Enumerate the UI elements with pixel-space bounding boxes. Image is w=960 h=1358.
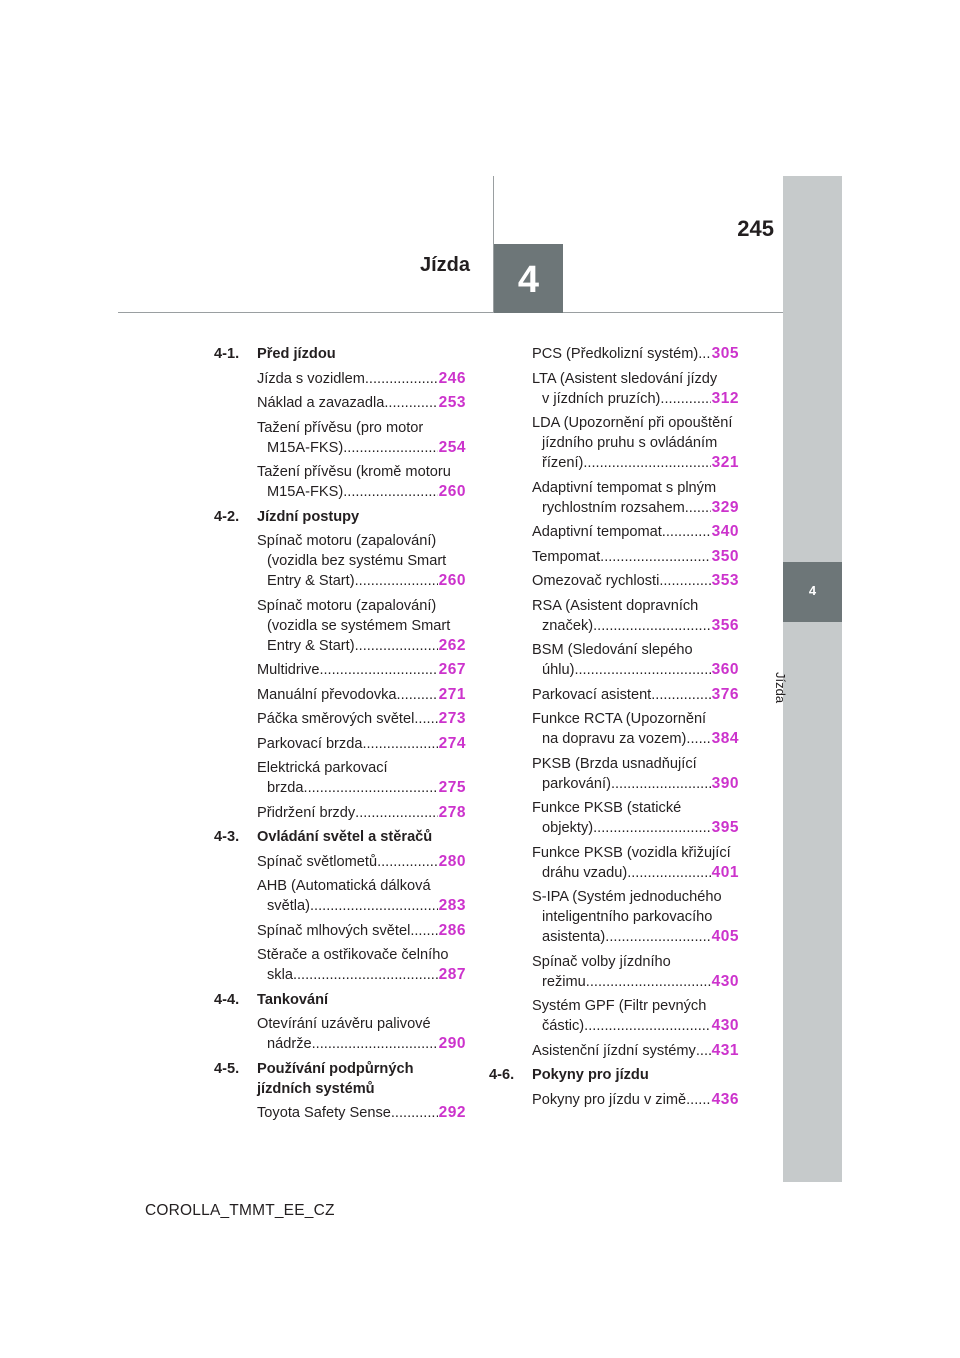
toc-page-link[interactable]: 287 [438,966,466,983]
chapter-title: Jízda [419,254,470,276]
toc-leader-dots [627,863,710,883]
toc-page-link[interactable]: 260 [438,483,466,500]
toc-leader-dots [660,389,710,409]
toc-page-link[interactable]: 262 [438,636,466,654]
toc-section-heading [214,827,466,847]
side-tab-label-wrap [773,632,804,704]
toc-entry[interactable] [532,709,739,749]
toc-entry-text: objekty) [542,820,594,836]
toc-leader-dots [391,1103,438,1123]
toc-entry[interactable] [257,921,466,941]
toc-entry-text: PKSB (Brzda usnadňující [532,755,697,772]
toc-entry[interactable] [257,709,466,729]
toc-entry-text: jízdního pruhu s ovládáním [542,435,718,451]
toc-entry-text: (vozidla se systémem Smart [267,617,451,634]
chapter-number-box: 4 [494,244,563,313]
toc-leader-dots [659,571,710,591]
toc-entry-text: částic) [542,1018,585,1034]
toc-page-link[interactable]: 271 [438,685,466,703]
toc-entry-text: AHB (Automatická dálková [257,878,431,894]
toc-entry-text: Spínač motoru (zapalování) [257,533,437,549]
toc-page-link[interactable]: 329 [711,498,739,516]
toc-entry[interactable] [532,843,739,883]
toc-entry-text: Funkce RCTA (Upozornění [532,711,707,727]
toc-entry[interactable] [257,369,466,389]
toc-leader-dots [304,778,438,798]
toc-section-title: Před jízdou [257,346,336,362]
toc-page-link[interactable]: 275 [438,779,466,796]
toc-entry[interactable] [257,1014,466,1054]
toc-page-link[interactable]: 273 [438,710,466,727]
toc-page-link[interactable]: 384 [711,730,739,747]
toc-page-link[interactable]: 436 [711,1090,739,1108]
toc-entry-text: Systém GPF (Filtr pevných [532,998,707,1014]
toc-entry[interactable] [532,522,739,542]
toc-entry-text: brzda [267,780,304,796]
toc-leader-dots [293,965,438,985]
toc-page-link[interactable]: 360 [711,661,739,678]
toc-leader-dots [583,453,710,473]
toc-entry-text: Přidržení brzdy [257,804,356,821]
toc-entry[interactable] [257,393,466,413]
toc-entry[interactable] [257,758,466,798]
toc-entry-text: Adaptivní tempomat s plným [532,479,717,496]
toc-entry-text: Pokyny pro jízdu v zimě [532,1091,687,1108]
toc-leader-dots [698,344,710,364]
toc-entry-text: režimu [542,973,586,990]
toc-entry[interactable] [257,734,466,754]
toc-entry[interactable] [257,462,466,502]
toc-section-title: Používání podpůrných jízdních systémů [257,1060,414,1097]
toc-leader-dots [397,685,438,705]
toc-entry[interactable] [257,803,466,823]
footer-document-code: COROLLA_TMMT_EE_CZ [145,1202,335,1219]
toc-leader-dots [584,1016,710,1036]
toc-entry[interactable] [257,1103,466,1123]
toc-page-link[interactable]: 286 [438,921,466,939]
toc-leader-dots [662,522,711,542]
toc-entry[interactable] [257,531,466,591]
toc-section-number: 4-3. [214,829,240,845]
toc-entry-text: LDA (Upozornění při opouštění [532,415,733,431]
toc-entry[interactable] [532,478,739,518]
toc-page-link[interactable]: 292 [438,1104,466,1121]
toc-entry[interactable] [532,1090,739,1110]
toc-leader-dots [355,571,438,591]
toc-leader-dots [414,709,437,729]
toc-entry[interactable] [532,571,739,591]
toc-leader-dots [377,852,438,872]
toc-section-heading [489,1065,739,1085]
toc-entry-text: M15A-FKS) [267,484,344,500]
toc-entry[interactable] [257,876,466,916]
toc-entry-text: inteligentního parkovacího [542,909,713,925]
toc-page-link[interactable]: 312 [711,389,739,407]
toc-entry-text: Entry & Start) [267,637,355,654]
toc-page-link[interactable]: 267 [438,661,466,678]
toc-page-link[interactable]: 353 [711,572,739,589]
toc-leader-dots [365,369,438,389]
toc-entry-text: Asistenční jízdní systémy [532,1042,696,1059]
toc-leader-dots [696,1041,711,1061]
toc-leader-dots [343,482,437,502]
toc-entry-text: Spínač motoru (zapalování) [257,597,437,614]
toc-leader-dots [651,685,710,705]
toc-page-link[interactable]: 430 [711,972,739,990]
toc-entry-text: skla [267,967,293,983]
side-tab-number: 4 [808,583,817,598]
toc-leader-dots [384,393,437,413]
toc-page-link[interactable]: 253 [438,394,466,411]
toc-entry-text: v jízdních pruzích) [542,390,661,407]
toc-leader-dots [600,547,710,567]
toc-leader-dots [686,729,710,749]
toc-entry[interactable] [532,369,739,409]
toc-entry[interactable] [532,996,739,1036]
toc-entry[interactable] [257,945,466,985]
toc-entry[interactable] [532,798,739,838]
toc-entry[interactable] [532,1041,739,1061]
toc-entry-text: řízení) [542,455,584,471]
toc-entry-text: na dopravu za vozem) [542,731,687,747]
toc-page-link[interactable]: 430 [711,1017,739,1034]
toc-leader-dots [355,636,438,656]
toc-page-link[interactable]: 305 [711,345,739,362]
toc-page-link[interactable]: 290 [438,1035,466,1052]
toc-entry-text: nádrže [267,1036,312,1052]
toc-entry[interactable] [257,685,466,705]
toc-entry-text: Parkovací asistent [532,686,652,703]
toc-page-link[interactable]: 274 [438,734,466,752]
toc-entry-text: (vozidla bez systému Smart [267,553,447,569]
toc-entry-text: Spínač volby jízdního [532,953,671,970]
toc-entry-text: PCS (Předkolizní systém) [532,346,699,362]
toc-entry-text: M15A-FKS) [267,439,344,456]
toc-page-link[interactable]: 283 [438,897,466,914]
toc-leader-dots [586,972,711,992]
toc-section-title: Jízdní postupy [257,508,360,525]
toc-entry[interactable] [532,952,739,992]
toc-entry-text: Funkce PKSB (vozidla křižující [532,844,731,861]
toc-entry-text: parkování) [542,775,611,792]
toc-entry[interactable] [532,640,739,680]
toc-entry-text: Jízda s vozidlem [257,370,365,387]
toc-entry-text: Otevírání uzávěru palivové [257,1016,431,1032]
toc-entry-text: Stěrače a ostřikovače čelního [257,947,449,963]
toc-page-link[interactable]: 356 [711,616,739,634]
toc-section-number: 4-4. [214,991,240,1008]
toc-page-link[interactable]: 350 [711,547,739,565]
toc-section-number: 4-6. [489,1067,515,1083]
toc-page-link[interactable]: 376 [711,685,739,703]
page-number: 245 [737,216,774,241]
toc-section-title: Ovládání světel a stěračů [257,829,433,845]
toc-entry-text: asistenta) [542,929,606,945]
toc-column-left [214,344,466,1128]
toc-section-heading [214,507,466,527]
toc-page-link[interactable]: 278 [438,803,466,821]
toc-entry-text: Elektrická parkovací [257,760,388,776]
toc-leader-dots [686,1090,711,1110]
toc-section-number: 4-2. [214,508,240,525]
toc-entry-text: BSM (Sledování slepého [532,642,693,658]
toc-leader-dots [593,616,711,636]
toc-entry-text: Spínač mlhových světel [257,922,411,939]
toc-entry-text: S-IPA (Systém jednoduchého [532,889,722,905]
toc-section-title: Pokyny pro jízdu [532,1067,649,1083]
toc-page-link[interactable]: 395 [711,819,739,836]
toc-entry-text: Manuální převodovka [257,686,397,703]
toc-entry[interactable] [532,596,739,636]
toc-entry-text: Multidrive [257,662,320,678]
toc-entry[interactable] [257,596,466,656]
toc-leader-dots [611,774,711,794]
toc-leader-dots [310,896,438,916]
toc-entry[interactable] [532,344,739,364]
toc-entry-text: Náklad a zavazadla [257,395,385,411]
toc-entry-text: LTA (Asistent sledování jízdy [532,370,718,387]
toc-entry-text: Adaptivní tempomat [532,524,662,540]
toc-entry[interactable] [257,852,466,872]
toc-leader-dots [362,734,437,754]
toc-entry-text: úhlu) [542,662,575,678]
toc-leader-dots [319,660,437,680]
toc-entry-text: Spínač světlometů [257,853,378,870]
toc-entry-text: rychlostním rozsahem [542,499,685,516]
toc-entry-text: Páčka směrových světel [257,711,415,727]
toc-entry-text: světla) [267,898,310,914]
toc-leader-dots [312,1034,438,1054]
toc-section-title: Tankování [257,991,329,1008]
toc-page-link[interactable]: 280 [438,852,466,870]
toc-section-heading [214,990,466,1010]
toc-leader-dots [605,927,710,947]
toc-leader-dots [410,921,437,941]
toc-section-number: 4-5. [214,1060,240,1077]
toc-page-link[interactable]: 254 [438,438,466,456]
toc-entry-text: Parkovací brzda [257,735,363,752]
toc-page-link[interactable]: 340 [711,523,739,540]
toc-entry[interactable] [532,413,739,473]
toc-section-heading [214,344,466,364]
toc-entry-text: Tempomat [532,548,601,565]
toc-column-right [489,344,739,1114]
toc-entry[interactable] [532,887,739,947]
toc-entry-text: Toyota Safety Sense [257,1105,391,1121]
toc-entry-text: RSA (Asistent dopravních [532,597,699,614]
toc-page-link[interactable]: 431 [711,1041,739,1059]
toc-entry-text: Omezovač rychlosti [532,573,660,589]
toc-entry-text: Tažení přívěsu (kromě motoru [257,464,451,480]
toc-entry[interactable] [532,547,739,567]
toc-page-link[interactable]: 321 [711,454,739,471]
toc-entry[interactable] [532,754,739,794]
toc-page-link[interactable]: 401 [711,863,739,881]
toc-page-link[interactable]: 246 [438,369,466,387]
toc-entry-text: Funkce PKSB (statické [532,800,682,816]
toc-entry[interactable] [257,418,466,458]
toc-entry[interactable] [532,685,739,705]
toc-section-number: 4-1. [214,346,240,362]
side-tab-label: Jízda [773,672,788,704]
toc-leader-dots [343,438,437,458]
toc-entry-text: značek) [542,617,594,634]
toc-entry-text: dráhu vzadu) [542,864,628,881]
toc-entry[interactable] [257,660,466,680]
toc-section-heading [214,1059,466,1099]
toc-entry-text: Tažení přívěsu (pro motor [257,419,424,436]
header-horizontal-rule [118,312,783,313]
toc-page-link[interactable]: 405 [711,928,739,945]
toc-leader-dots [593,818,711,838]
toc-page-link[interactable]: 260 [438,572,466,589]
toc-leader-dots [685,498,711,518]
toc-leader-dots [355,803,437,823]
toc-leader-dots [574,660,710,680]
toc-page-link[interactable]: 390 [711,774,739,792]
toc-entry-text: Entry & Start) [267,573,355,589]
